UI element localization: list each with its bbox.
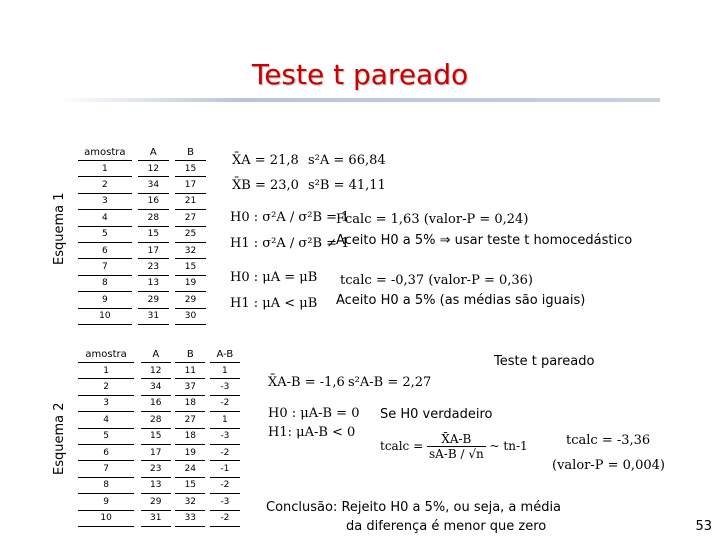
table-cell: 27 xyxy=(175,412,205,428)
section-heading: Teste t pareado xyxy=(494,354,595,369)
scheme2-table xyxy=(78,346,240,527)
t-formula-lhs: tcalc = xyxy=(380,439,424,453)
table-cell: 23 xyxy=(141,461,171,477)
table-row xyxy=(78,395,240,411)
table-row xyxy=(78,226,206,242)
table-cell: 30 xyxy=(175,308,206,324)
table-cell: 1 xyxy=(210,363,240,379)
table-cell: 16 xyxy=(141,395,171,411)
table-cell: 8 xyxy=(78,477,134,493)
variance-a: s²A = 66,84 xyxy=(308,153,386,168)
table-cell: 3 xyxy=(78,395,134,411)
t-formula-fraction xyxy=(427,432,486,461)
t-formula-denominator: sA-B / √n xyxy=(428,447,484,461)
table-row xyxy=(78,510,240,526)
table-row xyxy=(78,275,206,291)
table-cell: 11 xyxy=(175,363,205,379)
table-row xyxy=(78,363,240,379)
table-cell: 17 xyxy=(138,242,169,258)
table-row xyxy=(78,494,240,510)
table-cell: 32 xyxy=(175,494,205,510)
table-cell: 9 xyxy=(78,292,132,308)
table-cell: 25 xyxy=(175,226,206,242)
table-row xyxy=(78,210,206,226)
table-cell: 18 xyxy=(175,395,205,411)
table-cell: 6 xyxy=(78,444,134,460)
table-row xyxy=(78,259,206,275)
table-row xyxy=(78,477,240,493)
table-cell: 27 xyxy=(175,210,206,226)
table-cell: 5 xyxy=(78,428,134,444)
header-amostra: amostra xyxy=(78,144,132,161)
header-b: B xyxy=(175,346,205,363)
table-cell: 2 xyxy=(78,379,134,395)
table-cell: 24 xyxy=(175,461,205,477)
table-cell: 1 xyxy=(78,161,132,177)
title-underline xyxy=(60,98,660,102)
table-cell: 13 xyxy=(141,477,171,493)
header-a-minus-b: A-B xyxy=(210,346,240,363)
table-row xyxy=(78,242,206,258)
header-a: A xyxy=(141,346,171,363)
table-cell: 28 xyxy=(141,412,171,428)
table-cell: 34 xyxy=(141,379,171,395)
table-cell: 15 xyxy=(138,226,169,242)
table-cell: 12 xyxy=(141,363,171,379)
table-cell: 15 xyxy=(175,161,206,177)
scheme2-label: Esquema 2 xyxy=(52,402,67,475)
header-b: B xyxy=(175,144,206,161)
header-a: A xyxy=(138,144,169,161)
table-cell: 23 xyxy=(138,259,169,275)
f-calc: Fcalc = 1,63 (valor-P = 0,24) xyxy=(336,212,529,227)
table-cell: 16 xyxy=(138,193,169,209)
table-cell: 28 xyxy=(138,210,169,226)
table-cell: 8 xyxy=(78,275,132,291)
h1-mean: H1 : μA < μB xyxy=(230,296,318,311)
table-cell: -2 xyxy=(210,444,240,460)
table-cell: -3 xyxy=(210,379,240,395)
table-cell: 34 xyxy=(138,177,169,193)
h0-paired: H0 : μA-B = 0 xyxy=(268,406,360,421)
h1-variance: H1 : σ²A / σ²B ≠ 1 xyxy=(230,236,350,251)
table-cell: 29 xyxy=(175,292,206,308)
table-cell: 29 xyxy=(141,494,171,510)
variance-b: s²B = 41,11 xyxy=(308,178,386,193)
header-amostra: amostra xyxy=(78,346,134,363)
table-cell: 29 xyxy=(138,292,169,308)
scheme1-label: Esquema 1 xyxy=(52,192,67,265)
p-value: (valor-P = 0,004) xyxy=(552,458,665,473)
table-row xyxy=(78,193,206,209)
variance-diff: s²A-B = 2,27 xyxy=(348,375,432,390)
table-cell: -1 xyxy=(210,461,240,477)
table-cell: 15 xyxy=(175,259,206,275)
page-number: 53 xyxy=(695,519,712,534)
table-row xyxy=(78,177,206,193)
table-row xyxy=(78,292,206,308)
table-row xyxy=(78,412,240,428)
table-cell: -3 xyxy=(210,494,240,510)
table-cell: 6 xyxy=(78,242,132,258)
h0-true-label: Se H0 verdadeiro xyxy=(380,407,493,422)
table-cell: 17 xyxy=(175,177,206,193)
table-row xyxy=(78,161,206,177)
table-cell: -3 xyxy=(210,428,240,444)
table-cell: 13 xyxy=(138,275,169,291)
scheme1-table xyxy=(78,144,206,325)
table-cell: -2 xyxy=(210,477,240,493)
table-cell: 31 xyxy=(141,510,171,526)
conclusion-line-1: Conclusão: Rejeito H0 a 5%, ou seja, a média xyxy=(266,500,562,515)
table-cell: 37 xyxy=(175,379,205,395)
t-value: tcalc = -3,36 xyxy=(566,433,651,448)
t-formula-numerator: X̄A-B xyxy=(427,432,486,447)
table-cell: 4 xyxy=(78,210,132,226)
h0-mean: H0 : μA = μB xyxy=(230,270,318,285)
table-cell: 32 xyxy=(175,242,206,258)
table-header-row xyxy=(78,144,206,161)
table-row xyxy=(78,379,240,395)
t-calc-1: tcalc = -0,37 (valor-P = 0,36) xyxy=(340,273,534,288)
h0-variance: H0 : σ²A / σ²B = 1 xyxy=(230,210,350,225)
h1-paired: H1: μA-B < 0 xyxy=(268,425,356,440)
table-cell: -2 xyxy=(210,395,240,411)
table-cell: 21 xyxy=(175,193,206,209)
table-cell: 3 xyxy=(78,193,132,209)
table-cell: 33 xyxy=(175,510,205,526)
mean-conclusion: Aceito H0 a 5% (as médias são iguais) xyxy=(336,293,586,308)
table-cell: 12 xyxy=(138,161,169,177)
mean-a: X̄A = 21,8 xyxy=(232,153,299,168)
table-cell: 15 xyxy=(175,477,205,493)
table-row xyxy=(78,308,206,324)
table-cell: -2 xyxy=(210,510,240,526)
table-row xyxy=(78,444,240,460)
table-cell: 19 xyxy=(175,444,205,460)
table-cell: 10 xyxy=(78,510,134,526)
table-header-row xyxy=(78,346,240,363)
table-cell: 4 xyxy=(78,412,134,428)
table-cell: 18 xyxy=(175,428,205,444)
conclusion-line-2: da diferença é menor que zero xyxy=(346,519,547,534)
table-cell: 5 xyxy=(78,226,132,242)
variance-conclusion: Aceito H0 a 5% ⇒ usar teste t homocedástico xyxy=(336,233,633,248)
mean-diff: X̄A-B = -1,6 xyxy=(268,375,345,390)
table-cell: 10 xyxy=(78,308,132,324)
table-cell: 31 xyxy=(138,308,169,324)
slide-title: Teste t pareado xyxy=(251,58,469,91)
t-statistic-formula xyxy=(380,432,528,461)
table-cell: 17 xyxy=(141,444,171,460)
table-cell: 1 xyxy=(210,412,240,428)
table-cell: 19 xyxy=(175,275,206,291)
table-cell: 1 xyxy=(78,363,134,379)
table-cell: 9 xyxy=(78,494,134,510)
table-cell: 7 xyxy=(78,461,134,477)
table-cell: 7 xyxy=(78,259,132,275)
table-cell: 2 xyxy=(78,177,132,193)
mean-b: X̄B = 23,0 xyxy=(232,178,299,193)
t-formula-rhs: ~ tn-1 xyxy=(489,439,528,453)
table-row xyxy=(78,461,240,477)
table-cell: 15 xyxy=(141,428,171,444)
table-row xyxy=(78,428,240,444)
